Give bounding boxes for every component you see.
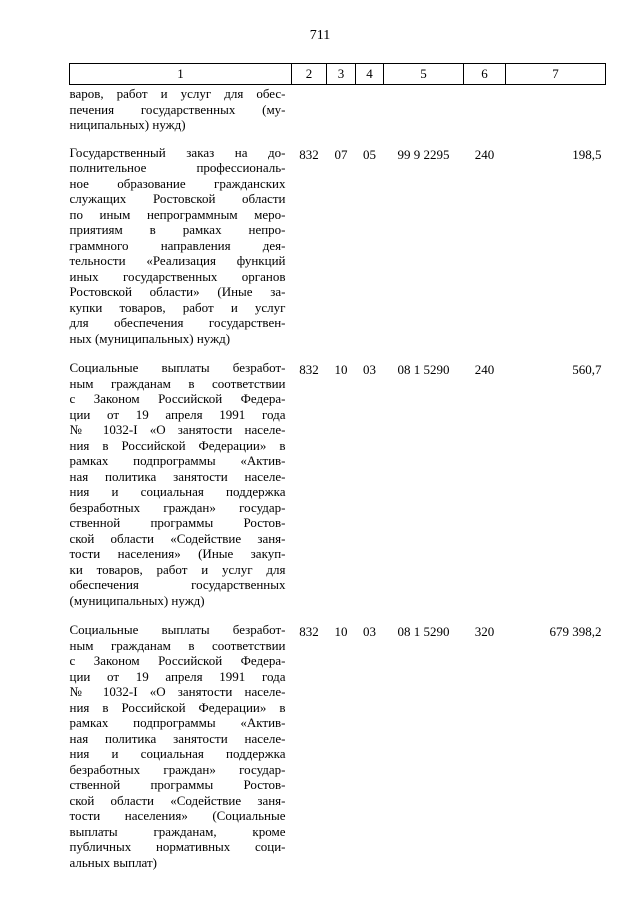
desc-line: рамках подпрограммы «Актив- [69,715,286,730]
desc-line: ным гражданам в соответствии [69,637,286,653]
continuation-row [70,85,606,145]
desc-line: ской области «Содействие заня- [69,792,286,808]
desc-line: приятиям в рамках непро- [69,222,286,237]
desc-line: альных выплат) [69,854,158,870]
column-header: 1 [70,64,292,85]
budget-table [69,63,606,884]
table-header-row [70,64,606,85]
desc-line: безработных граждан» государ- [69,761,286,777]
row-description [70,360,292,622]
desc-line: варов, работ и услуг для обес- [69,86,286,101]
desc-line: печения государственных (му- [69,101,286,117]
desc-line: № 1032-I «О занятости населе- [69,422,286,437]
row-description [70,145,292,361]
desc-line: № 1032-I «О занятости населе- [69,684,286,699]
table-row [70,360,606,622]
desc-line: выплаты гражданам, кроме [69,823,286,839]
row-description [70,622,292,884]
desc-line: публичных нормативных соци- [69,839,286,854]
desc-line: служащих Ростовской области [69,191,286,206]
desc-line: ниципальных) нужд) [69,117,186,132]
cell-expense-type: 240 [474,146,495,162]
desc-line: для обеспечения государствен- [69,315,286,330]
cell-section: 10 [334,362,348,377]
cell-amount: 198,5 [572,146,602,162]
cell-ministry: 832 [299,146,319,162]
column-header: 5 [384,64,464,85]
cell-subsection: 05 [363,146,376,162]
desc-line: по иным непрограммным меро- [69,206,286,222]
desc-line: ния в Российской Федерации» в [69,437,286,453]
cell-target-article: 99 9 2295 [397,146,450,162]
desc-line: с Законом Российской Федера- [69,391,286,406]
column-header: 3 [327,64,356,85]
desc-line: ственной программы Ростов- [69,515,286,530]
desc-line: тости населения» (Иные закуп- [69,546,286,561]
desc-line: с Законом Российской Федера- [69,653,286,668]
desc-line: ная политика занятости населе- [69,730,286,746]
desc-line: купки товаров, работ и услуг [69,299,286,315]
cell-target-article: 08 1 5290 [397,362,450,377]
cell-expense-type: 240 [474,362,495,377]
row-description [70,85,292,145]
desc-line: ния в Российской Федерации» в [69,699,286,715]
cell-section: 07 [334,146,348,162]
desc-line: граммного направления дея- [69,237,286,253]
cell-target-article: 08 1 5290 [397,624,450,639]
cell-amount: 560,7 [572,362,602,377]
column-header: 2 [292,64,327,85]
page-number: 711 [309,28,331,43]
desc-line: ции от 19 апреля 1991 года [69,406,286,422]
desc-line: Социальные выплаты безработ- [69,360,286,375]
desc-line: безработных граждан» государ- [69,499,286,515]
cell-subsection: 03 [363,362,376,377]
desc-line: тельности «Реализация функций [69,253,286,268]
desc-line: тости населения» (Социальные [69,808,286,823]
column-header: 4 [356,64,384,85]
table-row [70,622,606,884]
desc-line: Ростовской области» (Иные за- [69,284,286,299]
desc-line: рамках подпрограммы «Актив- [69,453,286,468]
table-row [70,145,606,361]
cell-amount: 679 398,2 [549,624,602,639]
column-header: 7 [506,64,606,85]
desc-line: (муниципальных) нужд) [69,592,205,608]
cell-expense-type: 320 [474,624,495,639]
cell-ministry: 832 [299,362,319,377]
desc-line: ное образование гражданских [69,175,286,191]
desc-line: ственной программы Ростов- [69,777,286,792]
column-header: 6 [464,64,506,85]
desc-line: Социальные выплаты безработ- [69,622,286,637]
cell-subsection: 03 [363,624,376,639]
desc-line: иных государственных органов [69,268,286,284]
desc-line: ным гражданам в соответствии [69,375,286,391]
desc-line: ки товаров, работ и услуг для [69,561,286,577]
desc-line: ния и социальная поддержка [69,484,286,499]
desc-line: ная политика занятости населе- [69,468,286,484]
desc-line: Государственный заказ на до- [69,144,286,160]
cell-ministry: 832 [299,624,319,639]
desc-line: ции от 19 апреля 1991 года [69,668,286,684]
desc-line: полнительное профессиональ- [69,160,286,175]
desc-line: обеспечения государственных [69,577,286,592]
cell-section: 10 [334,624,348,639]
desc-line: ской области «Содействие заня- [69,530,286,546]
desc-line: ных (муниципальных) нужд) [69,330,231,346]
desc-line: ния и социальная поддержка [69,746,286,761]
